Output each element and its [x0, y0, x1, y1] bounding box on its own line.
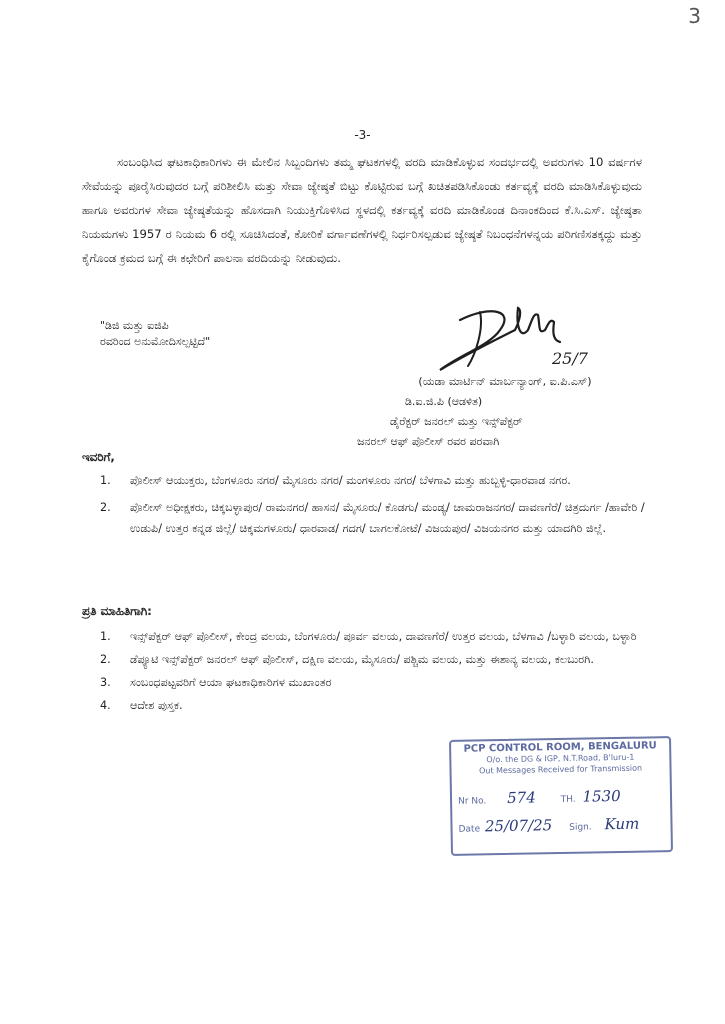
approval-line: "ಡಿಜಿ ಮತ್ತು ಐಜಿಪಿ — [100, 319, 169, 332]
copies-heading: ಪ್ರತಿ ಮಾಹಿತಿಗಾಗಿ: — [82, 604, 152, 618]
stamp-sign-label: Sign. — [569, 822, 592, 833]
stamp-th-value: 1530 — [582, 786, 621, 806]
stamp-subtitle: Out Messages Received for Transmission — [478, 763, 643, 776]
list-item-number: 4. — [100, 699, 111, 712]
list-item-number: 2. — [100, 501, 111, 514]
stamp-date-row — [458, 814, 640, 836]
stamp-sign-value: Kum — [604, 814, 640, 834]
list-item — [82, 672, 662, 693]
control-room-stamp — [449, 736, 673, 856]
list-item-text: ಸಂಬಂಧಪಟ್ಟವರಿಗೆ ಆಯಾ ಘಟಕಾಧಿಕಾರಿಗಳ ಮುಖಾಂತರ — [130, 676, 332, 689]
list-item-number: 2. — [100, 653, 111, 666]
list-item-text: ಆದೇಶ ಪುಸ್ತಕ. — [130, 699, 183, 712]
list-item-text: ಇನ್ಸ್‌ಪೆಕ್ಟರ್ ಆಫ್ ಪೊಲೀಸ್, ಕೇಂದ್ರ ವಲಯ, ಬೆಂಗಳೂರು/ ಪೂರ್ವ ವಲಯ, ದಾವಣಗೆರೆ/ ಉತ್ತರ ವಲಯ, ಬೆಳಗಾವಿ /ಬಳ್ಳಾರಿ ವಲಯ, ಬಳ್ಳಾರಿ — [130, 630, 637, 643]
list-item-number: 1. — [100, 630, 111, 643]
stamp-nr-label: Nr No. — [457, 796, 487, 807]
approval-note — [100, 318, 340, 350]
signatory-organisation: ಡೈರೆಕ್ಟರ್ ಜನರಲ್ ಮತ್ತು ಇನ್ಸ್‌ಪೆಕ್ಟರ್ — [390, 415, 523, 428]
list-item — [82, 626, 662, 647]
copies-list — [82, 626, 662, 716]
signatory-name: (ಯಡಾ ಮಾರ್ಟಿನ್ ಮಾರ್ಬನ್ಯಾಂಗ್, ಐ.ಪಿ.ಎಸ್) — [418, 375, 592, 388]
list-item-text: ಡೆಪ್ಯೂಟಿ ಇನ್ಸ್‌ಪೆಕ್ಟರ್ ಜನರಲ್ ಆಫ್ ಪೊಲೀಸ್, ದಕ್ಷಿಣ ವಲಯ, ಮೈಸೂರು/ ಪಶ್ಚಿಮ ವಲಯ, ಮತ್ತು ಈಶಾನ್ಯ ವಲಯ, ಕಲಬುರಗಿ. — [130, 653, 594, 666]
body-paragraph: ಸಂಬಂಧಿಸಿದ ಘಟಕಾಧಿಕಾರಿಗಳು ಈ ಮೇಲಿನ ಸಿಬ್ಬಂದಿಗಳು ತಮ್ಮ ಘಟಕಗಳಲ್ಲಿ ವರದಿ ಮಾಡಿಕೊಳ್ಳುವ ಸಂದರ್ಭದಲ್ಲಿ ಅವರುಗಳು 10 ವರ್ಷಗಳ ಸೇವೆಯನ್ನು ಪೂರೈಸಿರುವುದರ ಬಗ್ಗೆ ಪರಿಶೀಲಿಸಿ ಮತ್ತು ಸೇವಾ ಜ್ಯೇಷ್ಠತೆ ಬಿಟ್ಟು ಕೊಟ್ಟಿರುವ ಬಗ್ಗೆ ಖಚಿತಪಡಿಸಿಕೊಂಡು ಕರ್ತವ್ಯಕ್ಕೆ ವರದಿ ಮಾಡಿಸಿಕೊಳ್ಳುವುದು ಹಾಗೂ ಅವರುಗಳ ಸೇವಾ ಜ್ಯೇಷ್ಠತೆಯನ್ನು ಹೊಸದಾಗಿ ನಿಯುಕ್ತಿಗೊಳಿಸಿದ ಸ್ಥಳದಲ್ಲಿ ಕರ್ತವ್ಯಕ್ಕೆ ವರದಿ ಮಾಡಿಕೊಂಡ ದಿನಾಂಕದಿಂದ ಕೆ.ಸಿ.ಎಸ್. ಜ್ಯೇಷ್ಠತಾ ನಿಯಮಗಳು 1957 ರ ನಿಯಮ 6 ರಲ್ಲಿ ಸೂಚಿಸಿದಂತೆ, ಕೋರಿಕೆ ವರ್ಗಾವಣೆಗಳಲ್ಲಿ ನಿರ್ಧರಿಸಲ್ಪಡುವ ಜ್ಯೇಷ್ಠತೆ ನಿಬಂಧನೆಗಳನ್ನಯ ಪರಿಗಣಿಸತಕ್ಕದ್ದು ಮತ್ತು ಕೈಗೊಂಡ ಕ್ರಮದ ಬಗ್ಗೆ ಈ ಕಛೇರಿಗೆ ಪಾಲನಾ ವರದಿಯನ್ನು ನೀಡುವುದು. — [82, 155, 642, 266]
signature-date-mark: 25/7 — [552, 349, 588, 368]
stamp-date-value: 25/07/25 — [484, 816, 553, 836]
recipients-heading: ಇವರಿಗೆ, — [82, 450, 115, 464]
stamp-nr-row — [457, 786, 621, 808]
list-item — [82, 497, 662, 539]
stamp-date-label: Date — [458, 824, 481, 835]
recipients-list — [82, 470, 662, 539]
list-item — [82, 649, 662, 670]
stamp-th-label: TH. — [560, 794, 576, 806]
list-item — [82, 470, 662, 491]
page-number: -3- — [354, 128, 371, 142]
list-item — [82, 695, 662, 716]
stamp-address: O/o. the DG & IGP, N.T.Road, B'luru-1 — [486, 752, 635, 765]
handwritten-signature — [420, 300, 610, 380]
signatory-on-behalf: ಜನರಲ್ ಆಫ್ ಪೊಲೀಸ್ ರವರ ಪರವಾಗಿ — [357, 435, 500, 448]
approval-line: ರವರಿಂದ ಅನುಮೋದಿಸಲ್ಪಟ್ಟಿದೆ" — [100, 335, 211, 348]
corner-page-number: 3 — [688, 4, 701, 28]
list-item-number: 3. — [100, 676, 111, 689]
list-item-text: ಪೊಲೀಸ್ ಆಯುಕ್ತರು, ಬೆಂಗಳೂರು ನಗರ/ ಮೈಸೂರು ನಗರ/ ಮಂಗಳೂರು ನಗರ/ ಬೆಳಗಾವಿ ಮತ್ತು ಹುಬ್ಬಳ್ಳಿ-ಧಾರವಾಡ ನಗರ. — [130, 474, 571, 487]
signatory-block — [345, 372, 645, 452]
stamp-title: PCP CONTROL ROOM, BENGALURU — [463, 740, 657, 755]
list-item-text: ಪೊಲೀಸ್ ಅಧೀಕ್ಷಕರು, ಚಿಕ್ಕಬಳ್ಳಾಪುರ/ ರಾಮನಗರ/ ಹಾಸನ/ ಮೈಸೂರು/ ಕೊಡಗು/ ಮಂಡ್ಯ/ ಚಾಮರಾಜನಗರ/ ದಾವಣಗೆರೆ/ ಚಿತ್ರದುರ್ಗ /ಹಾವೇರಿ / ಉಡುಪಿ/ ಉತ್ತರ ಕನ್ನಡ ಜಿಲ್ಲೆ/ ಚಿಕ್ಕಮಗಳೂರು/ ಧಾರವಾಡ/ ಗದಗ/ ಬಾಗಲಕೋಟೆ/ ವಿಜಯಪುರ/ ವಿಜಯನಗರ ಮತ್ತು ಯಾದಗಿರಿ ಜಿಲ್ಲೆ. — [130, 501, 645, 535]
stamp-nr-value: 574 — [506, 788, 536, 807]
list-item-number: 1. — [100, 474, 111, 487]
signatory-designation: ಡಿ.ಐ.ಜಿ.ಪಿ (ಆಡಳಿತ) — [405, 395, 483, 408]
